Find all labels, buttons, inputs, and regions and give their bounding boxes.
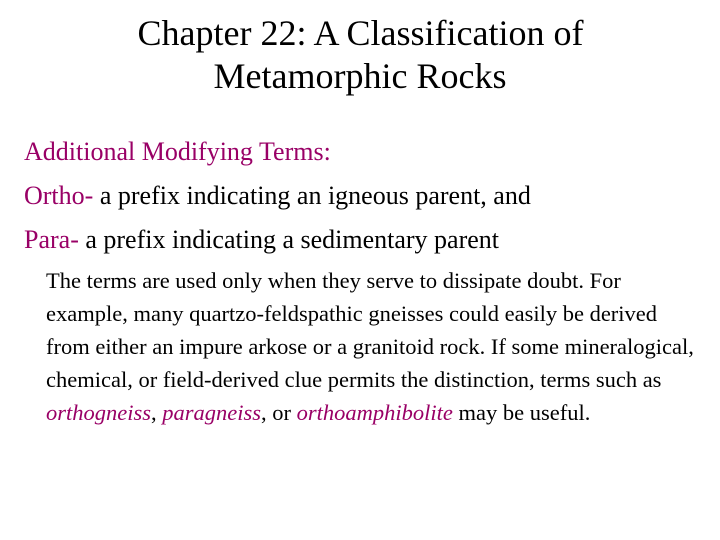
terms-heading: Additional Modifying Terms: (24, 137, 331, 166)
ortho-line (24, 174, 531, 218)
title-line-1: Chapter 22: A Classification of (137, 13, 584, 53)
separator-2: , or (261, 400, 297, 425)
para-term: Para- (24, 225, 79, 254)
term-orthoamphibolite: orthoamphibolite (296, 400, 453, 425)
term-paragneiss: paragneiss (162, 400, 262, 425)
slide-title (0, 12, 720, 98)
ortho-term: Ortho- (24, 181, 94, 210)
terms-list (24, 130, 531, 262)
paragraph-ending: may be useful. (452, 400, 591, 425)
paragraph-text: The terms are used only when they serve to dissipate doubt. For example, many quartzo-feldspathic gneisses could easily be derived from either an impure arkose or a granitoid rock. If some mineralogical, chemical, or field-derived clue permits the distinction, terms such as (46, 268, 694, 392)
separator-1: , (151, 400, 163, 425)
title-line-2: Metamorphic Rocks (213, 56, 507, 96)
ortho-description: a prefix indicating an igneous parent, and (93, 181, 531, 210)
term-orthogneiss: orthogneiss (46, 400, 152, 425)
explanation-paragraph (46, 264, 706, 429)
para-line (24, 218, 531, 262)
para-description: a prefix indicating a sedimentary parent (78, 225, 500, 254)
